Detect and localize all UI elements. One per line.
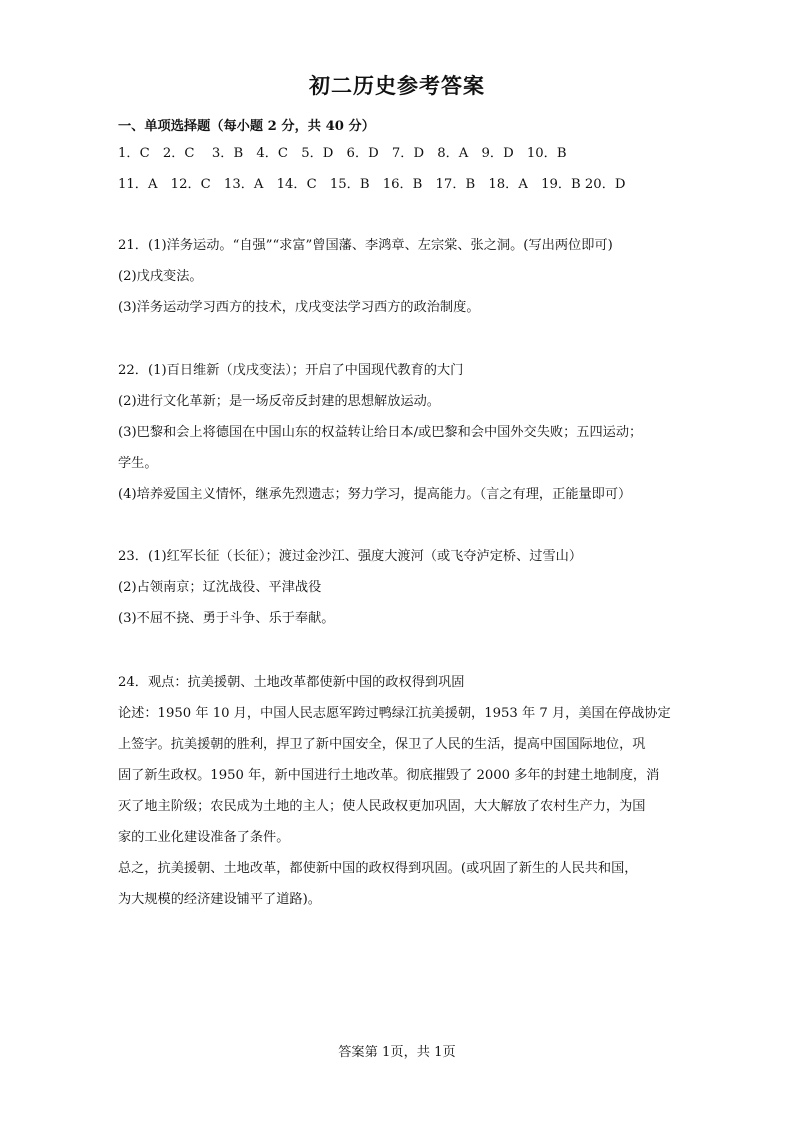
q24-line: 灭了地主阶级；农民成为土地的主人；使人民政权更加巩固，大大解放了农村生产力，为国 bbox=[118, 799, 646, 814]
q24-line: 家的工业化建设准备了条件。 bbox=[118, 830, 290, 845]
section-heading-single-choice: 一、单项选择题（每小题 2 分，共 40 分） bbox=[118, 119, 375, 134]
page-title: 初二历史参考答案 bbox=[309, 73, 485, 98]
q24-line: 论述：1950 年 10 月，中国人民志愿军跨过鸭绿江抗美援朝，1953 年 7 月，美国在停战协定 bbox=[118, 706, 671, 721]
q22-line: (2)进行文化革新；是一场反帝反封建的思想解放运动。 bbox=[118, 394, 440, 409]
q22-line: (3)巴黎和会上将德国在中国山东的权益转让给日本/或巴黎和会中国外交失败；五四运动； bbox=[118, 425, 643, 440]
q24-line: 总之，抗美援朝、土地改革，都使新中国的政权得到巩固。(或巩固了新生的人民共和国， bbox=[118, 861, 638, 876]
q23-line: 23．(1)红军长征（长征）；渡过金沙江、强度大渡河（或飞夺泸定桥、过雪山） bbox=[118, 549, 583, 564]
q21-line: 21．(1)洋务运动。“自强”“求富”曾国藩、李鸿章、左宗棠、张之洞。(写出两位即可) bbox=[118, 238, 613, 253]
q23-line: (2)占领南京；辽沈战役、平津战役 bbox=[118, 580, 322, 595]
q21-line: (3)洋务运动学习西方的技术，戊戌变法学习西方的政治制度。 bbox=[118, 300, 480, 315]
answers-row-2: 11．A 12．C 13．A 14．C 15．B 16．B 17．B 18．A 19．B 20．D bbox=[118, 177, 626, 192]
q21-line: (2)戊戌变法。 bbox=[118, 269, 203, 284]
q22-line: 学生。 bbox=[118, 456, 158, 471]
q22-line: 22．(1)百日维新（戊戌变法）；开启了中国现代教育的大门 bbox=[118, 363, 464, 378]
page-footer: 答案第 1页，共 1页 bbox=[338, 1045, 456, 1060]
q24-line: 24．观点：抗美援朝、土地改革都使新中国的政权得到巩固 bbox=[118, 675, 465, 690]
q23-line: (3)不屈不挠、勇于斗争、乐于奉献。 bbox=[118, 611, 335, 626]
q22-line: (4)培养爱国主义情怀，继承先烈遗志；努力学习，提高能力。（言之有理，正能量即可） bbox=[118, 487, 632, 502]
q24-line: 固了新生政权。1950 年，新中国进行土地改革。彻底摧毁了 2000 多年的封建土地制度，消 bbox=[118, 768, 660, 783]
answers-row-1: 1．C 2．C 3．B 4．C 5．D 6．D 7．D 8．A 9．D 10．B bbox=[118, 146, 567, 161]
q24-line: 上签字。抗美援朝的胜利，捍卫了新中国安全，保卫了人民的生活，提高中国国际地位，巩 bbox=[118, 737, 646, 752]
q24-line: 为大规模的经济建设铺平了道路)。 bbox=[118, 892, 321, 907]
